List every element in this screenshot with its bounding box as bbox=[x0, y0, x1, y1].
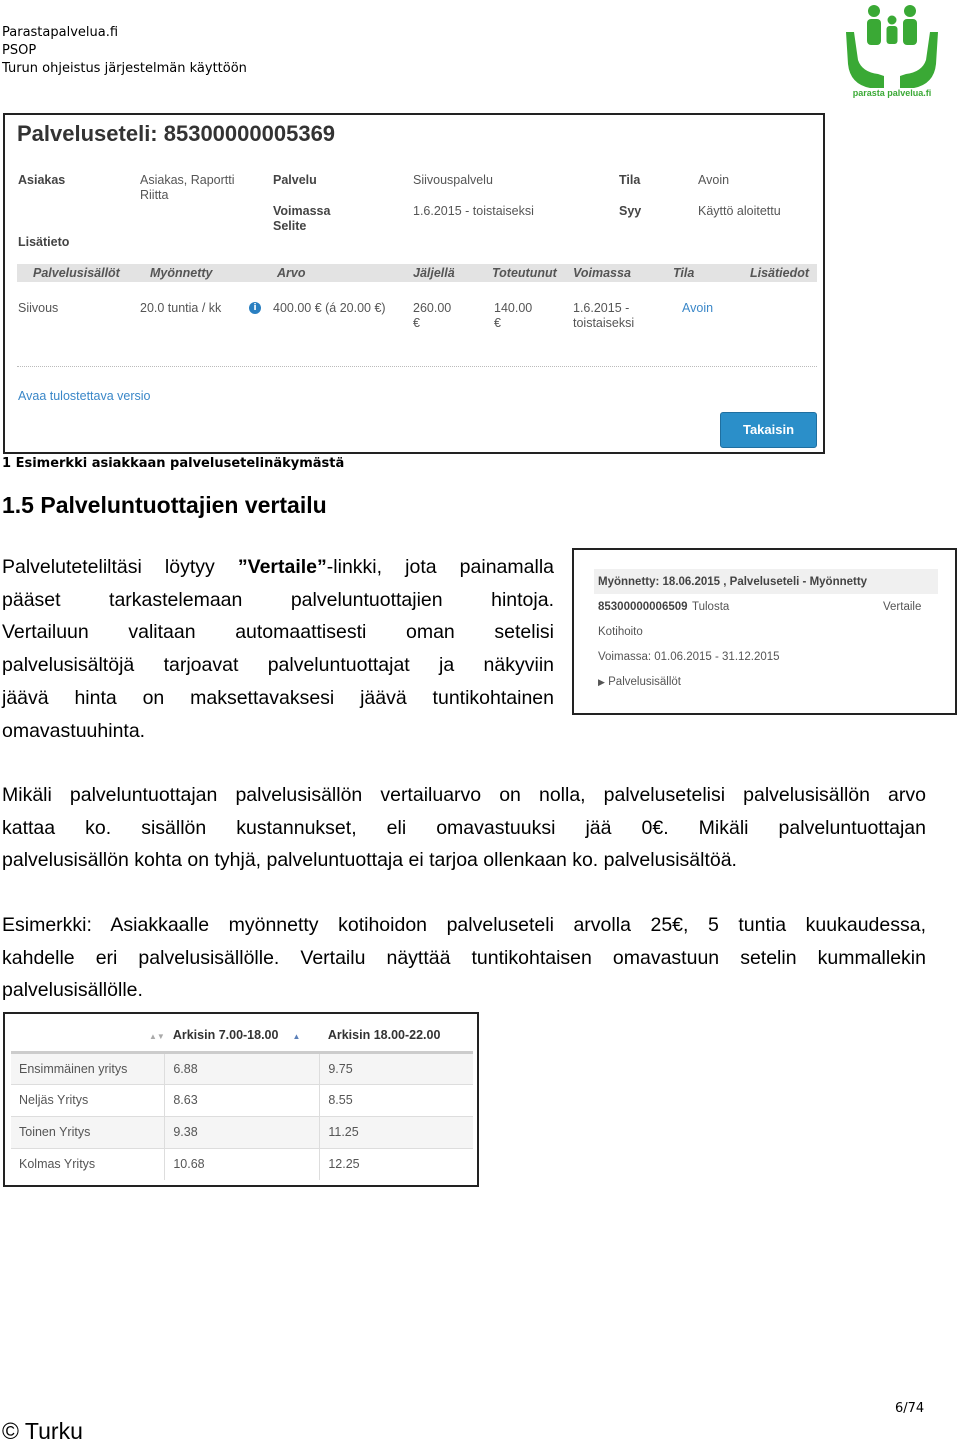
sort-asc-icon: ▲ bbox=[292, 1032, 301, 1042]
sort-header-provider[interactable] bbox=[11, 1020, 165, 1052]
header-project: PSOP bbox=[2, 43, 37, 58]
footer-copyright: © Turku bbox=[2, 1418, 83, 1444]
triangle-right-icon: ▶ bbox=[598, 677, 605, 687]
p3-line2: kahdelle eri palvelusisällölle. Vertailu näyttää tuntikohtaisen omavastuun setelin kummallekin bbox=[2, 946, 926, 969]
p1-line2: pääset tarkastelemaan palveluntuottajien hintoja. bbox=[2, 588, 554, 611]
sort-icon: ▲▼ bbox=[149, 1032, 165, 1042]
header-subtitle: Turun ohjeistus järjestelmän käyttöön bbox=[2, 61, 247, 76]
p1-line3: Vertailuun valitaan automaattisesti oman setelisi bbox=[2, 621, 554, 644]
col-jaljella: Jäljellä bbox=[413, 266, 455, 280]
p1-line1 bbox=[2, 551, 554, 584]
palvelu-label: Palvelu bbox=[273, 173, 317, 187]
row-myonnetty: 20.0 tuntia / kk bbox=[140, 301, 222, 315]
row-toteutunut-unit: € bbox=[494, 316, 501, 330]
price-day: 9.38 bbox=[165, 1116, 320, 1148]
col1-label: Arkisin 7.00-18.00 bbox=[172, 1028, 279, 1043]
voimassa-value: 1.6.2015 - toistaiseksi bbox=[413, 204, 534, 218]
paragraph-zero-value bbox=[2, 779, 926, 877]
price-evening: 9.75 bbox=[320, 1052, 473, 1084]
section-heading: 1.5 Palveluntuottajien vertailu bbox=[2, 492, 327, 518]
p1-line4: palvelusisältöjä tarjoavat palveluntuottajat ja näkyviin bbox=[2, 654, 554, 677]
back-button[interactable]: Takaisin bbox=[720, 412, 817, 448]
col-myonnetty: Myönnetty bbox=[150, 266, 213, 280]
print-version-link[interactable]: Avaa tulostettava versio bbox=[18, 389, 151, 403]
p1-line6: omavastuuhinta. bbox=[2, 719, 146, 742]
p2-line3: palvelusisällön kohta on tyhjä, palveluntuottaja ei tarjoa ollenkaan ko. palvelusisältöä. bbox=[2, 849, 737, 872]
voimassa-label: Voimassa bbox=[273, 204, 331, 218]
price-day: 10.68 bbox=[165, 1148, 320, 1180]
row-arvo: 400.00 € (á 20.00 €) bbox=[273, 301, 386, 315]
table-header-row bbox=[11, 1020, 473, 1052]
contents-link-label: Palvelusisällöt bbox=[608, 676, 681, 688]
paragraph-example bbox=[2, 909, 926, 1007]
header-site: Parastapalvelua.fi bbox=[2, 25, 119, 40]
sort-header-col2[interactable] bbox=[320, 1020, 473, 1052]
selite-label: Selite bbox=[273, 219, 307, 233]
p1-line5: jäävä hinta on maksettavaksesi jäävä tuntikohtainen bbox=[2, 686, 554, 709]
sort-header-col1[interactable] bbox=[165, 1020, 320, 1052]
divider bbox=[17, 366, 817, 367]
document-header bbox=[2, 24, 247, 78]
card-number: 85300000006509 bbox=[598, 601, 688, 613]
provider-name: Neljäs Yritys bbox=[11, 1084, 165, 1116]
col-palvelusisallot: Palvelusisällöt bbox=[33, 266, 120, 280]
card-validity: Voimassa: 01.06.2015 - 31.12.2015 bbox=[598, 651, 780, 663]
asiakas-value-2: Riitta bbox=[140, 188, 169, 202]
parasta-palvelua-logo bbox=[840, 2, 944, 98]
p1-post: -linkki, jota painamalla bbox=[326, 556, 554, 578]
price-evening: 11.25 bbox=[320, 1116, 473, 1148]
price-day: 6.88 bbox=[165, 1052, 320, 1084]
asiakas-label: Asiakas bbox=[18, 173, 66, 187]
row-tila-link[interactable]: Avoin bbox=[682, 301, 714, 315]
voucher-screenshot bbox=[3, 113, 825, 454]
provider-name: Ensimmäinen yritys bbox=[11, 1052, 165, 1084]
table-row bbox=[11, 1148, 473, 1180]
table-row bbox=[11, 1052, 473, 1084]
figure-caption: 1 Esimerkki asiakkaan palvelusetelinäkymästä bbox=[2, 456, 345, 471]
asiakas-value-1: Asiakas, Raportti bbox=[140, 173, 235, 187]
tila-value: Avoin bbox=[698, 173, 730, 187]
palvelu-value: Siivouspalvelu bbox=[413, 173, 493, 187]
card-header: Myönnetty: 18.06.2015 , Palveluseteli - Myönnetty bbox=[598, 576, 868, 588]
p2-line2: kattaa ko. sisällön kustannukset, eli omavastuuksi jää 0€. Mikäli palveluntuottajan bbox=[2, 816, 926, 839]
row-jaljella-unit: € bbox=[413, 316, 420, 330]
comparison-table-screenshot bbox=[3, 1012, 479, 1187]
table-row bbox=[11, 1084, 473, 1116]
provider-name: Kolmas Yritys bbox=[11, 1148, 165, 1180]
p2-line1: Mikäli palveluntuottajan palvelusisällön vertailuarvo on nolla, palvelusetelisi palvelusisällön arvo bbox=[2, 784, 926, 806]
contents-link[interactable] bbox=[598, 675, 681, 689]
comparison-table bbox=[11, 1020, 473, 1180]
voucher-title: Palveluseteli: 85300000005369 bbox=[17, 121, 336, 146]
row-voimassa-2: toistaiseksi bbox=[573, 316, 635, 330]
row-voimassa: 1.6.2015 - bbox=[573, 301, 630, 315]
tila-label: Tila bbox=[619, 173, 641, 187]
price-evening: 12.25 bbox=[320, 1148, 473, 1180]
row-toteutunut: 140.00 bbox=[494, 301, 533, 315]
p3-line1: Esimerkki: Asiakkaalle myönnetty kotihoidon palveluseteli arvolla 25€, 5 tuntia kuukaudessa, bbox=[2, 914, 926, 936]
p3-line3: palvelusisällölle. bbox=[2, 979, 143, 1002]
page-number: 6/74 bbox=[895, 1401, 925, 1416]
p1-pre: Palveluteteliltäsi löytyy bbox=[2, 556, 238, 578]
voucher-card-screenshot bbox=[572, 548, 957, 715]
syy-value: Käyttö aloitettu bbox=[698, 204, 781, 218]
info-icon[interactable]: i bbox=[249, 302, 261, 314]
col-tila: Tila bbox=[673, 266, 695, 280]
price-day: 8.63 bbox=[165, 1084, 320, 1116]
logo-text: parasta palvelua.fi bbox=[852, 88, 932, 98]
col-toteutunut: Toteutunut bbox=[492, 266, 557, 280]
row-palvelusisalto: Siivous bbox=[18, 301, 59, 315]
row-jaljella: 260.00 bbox=[413, 301, 452, 315]
p1-bold: ”Vertaile” bbox=[237, 556, 327, 578]
syy-label: Syy bbox=[619, 204, 642, 218]
col-lisatiedot: Lisätiedot bbox=[750, 266, 810, 280]
card-service: Kotihoito bbox=[598, 626, 643, 638]
table-row bbox=[11, 1116, 473, 1148]
lisatieto-label: Lisätieto bbox=[18, 235, 70, 249]
compare-link[interactable]: Vertaile bbox=[883, 601, 922, 613]
price-evening: 8.55 bbox=[320, 1084, 473, 1116]
col2-label: Arkisin 18.00-22.00 bbox=[327, 1028, 441, 1043]
print-link[interactable]: Tulosta bbox=[692, 601, 730, 613]
paragraph-compare-link bbox=[2, 551, 554, 747]
col-arvo: Arvo bbox=[277, 266, 306, 280]
col-voimassa: Voimassa bbox=[573, 266, 631, 280]
provider-name: Toinen Yritys bbox=[11, 1116, 165, 1148]
